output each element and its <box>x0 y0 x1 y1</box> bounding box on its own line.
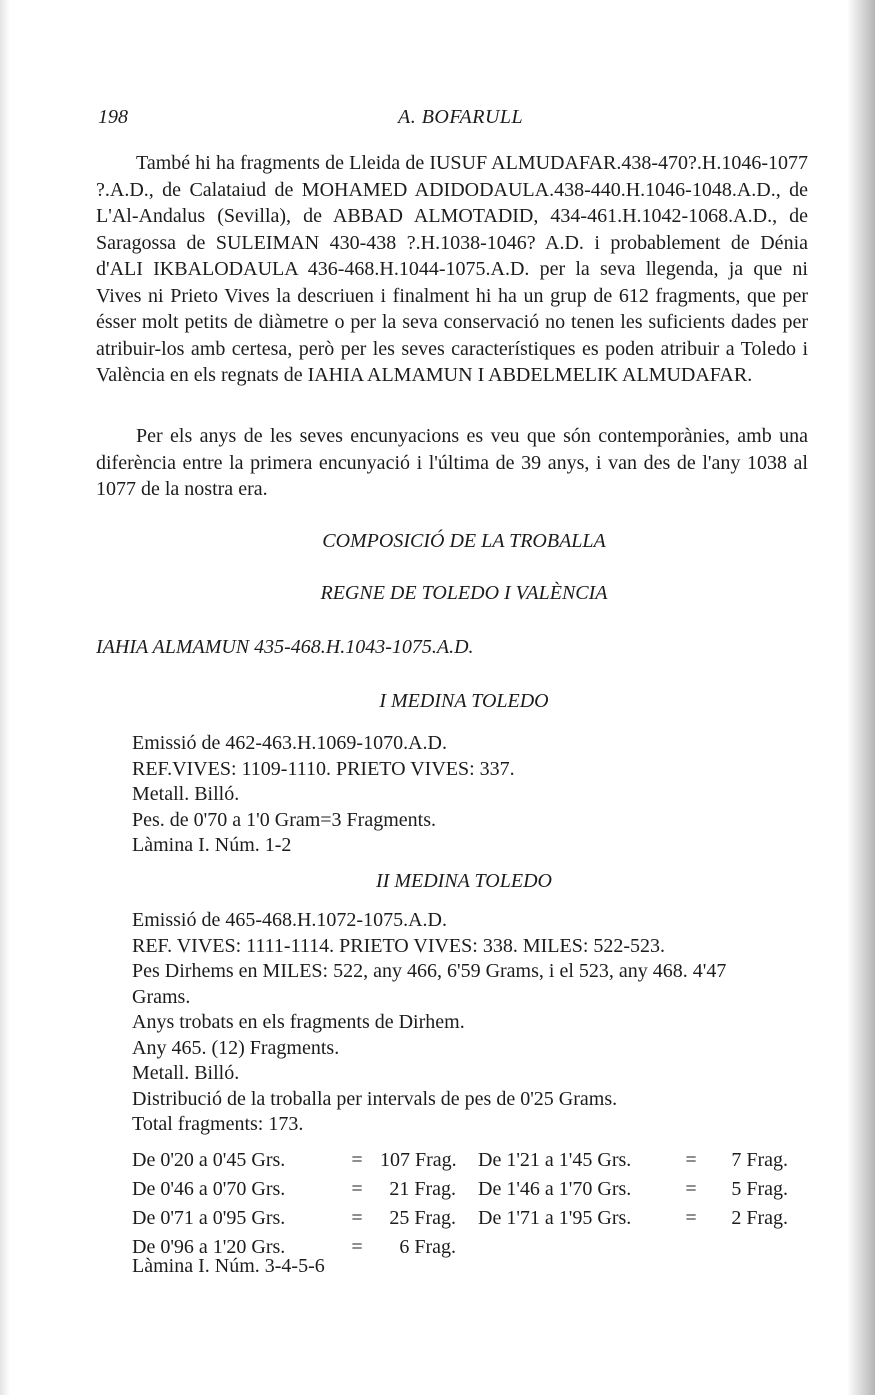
page-edge-shadow <box>847 0 875 1395</box>
section-line: Distribució de la troballa per intervals de pes de 0'25 Grams. <box>132 1087 618 1110</box>
left-count: 6 Frag. <box>399 1236 456 1258</box>
right-count: 7 Frag. <box>731 1149 788 1171</box>
left-count: 107 Frag. <box>380 1149 457 1171</box>
left-range: De 0'20 a 0'45 Grs. <box>132 1149 286 1171</box>
heading-kingdom: REGNE DE TOLEDO I VALÈNCIA <box>320 582 608 604</box>
left-range: De 0'46 a 0'70 Grs. <box>132 1178 286 1200</box>
equals-sign: = <box>351 1236 363 1258</box>
left-range: De 0'96 a 1'20 Grs. <box>132 1236 286 1258</box>
section-line: Emissió de 462-463.H.1069-1070.A.D. <box>132 732 447 754</box>
left-count: 21 Frag. <box>389 1178 456 1200</box>
paragraph-fragments: També hi ha fragments de Lleida de IUSUF ALMUDAFAR.438-470?.H.1046-1077 ?.A.D., de Calataiud de MOHAMED ADIDODAULA.438-440.H.1046-1048.A.D., de L'Al-Andalus (Sevilla), de ABBAD ALMOTADID, 434-461.H.1042-1068.A.D., de Saragossa de SULEIMAN 430-438 ?.H.1038-1046? A.D. i probablement de Dénia d'ALI IKBALODAULA 436-468.H.1044-1075.A.D. per la seva llegenda, ja que ni Vives ni Prieto Vives la descriuen i finalment hi ha un grup de 612 fragments, que per ésser molt petits de diàmetre o per la seva conservació no tenen les suficients dades per atribuir-los amb certesa, però per les seves característiques es poden atribuir a Toledo i València en els regnats de IAHIA ALMAMUN I ABDELMELIK ALMUDAFAR. <box>96 152 808 386</box>
page-number: 198 <box>98 106 128 128</box>
equals-sign: = <box>351 1178 363 1200</box>
ruler-heading: IAHIA ALMAMUN 435-468.H.1043-1075.A.D. <box>96 636 474 658</box>
section-line: Emissió de 465-468.H.1072-1075.A.D. <box>132 909 447 931</box>
section-line: Anys trobats en els fragments de Dirhem. <box>132 1011 465 1033</box>
section-1-lines <box>132 731 812 859</box>
right-count: 2 Frag. <box>731 1207 788 1229</box>
section-line: REF. VIVES: 1111-1114. PRIETO VIVES: 338. MILES: 522-523. <box>132 934 666 957</box>
paragraph-years: Per els anys de les seves encunyacions es veu que són contemporànies, amb una diferència entre la primera encunyació i l'última de 39 anys, i van des de l'any 1038 al 1077 de la nostra era. <box>96 425 808 500</box>
section-line: Pes. de 0'70 a 1'0 Gram=3 Fragments. <box>132 808 436 831</box>
right-count: 5 Frag. <box>731 1178 788 1200</box>
section-line: Grams. <box>132 985 191 1008</box>
section-line: Any 465. (12) Fragments. <box>132 1036 340 1059</box>
left-count: 25 Frag. <box>389 1207 456 1229</box>
section-line: Total fragments: 173. <box>132 1113 304 1135</box>
running-author: A. BOFARULL <box>398 106 524 128</box>
section-line: Làmina I. Núm. 1-2 <box>132 834 292 856</box>
right-range: De 1'46 a 1'70 Grs. <box>478 1178 632 1200</box>
right-range: De 1'71 a 1'95 Grs. <box>478 1207 632 1229</box>
section-line: Pes Dirhems en MILES: 522, any 466, 6'59 Grams, i el 523, any 468. 4'47 <box>132 960 727 982</box>
equals-sign: = <box>685 1149 697 1171</box>
equals-sign: = <box>685 1178 697 1200</box>
left-range: De 0'71 a 0'95 Grs. <box>132 1207 286 1229</box>
page-edge-shadow-left <box>0 0 10 1395</box>
section-line: Metall. Billó. <box>132 783 240 805</box>
plate-reference: Làmina I. Núm. 3-4-5-6 <box>132 1255 325 1277</box>
section-line: REF.VIVES: 1109-1110. PRIETO VIVES: 337. <box>132 757 515 780</box>
right-range: De 1'21 a 1'45 Grs. <box>478 1149 632 1171</box>
equals-sign: = <box>351 1149 363 1171</box>
section-2-lines <box>132 908 812 1138</box>
equals-sign: = <box>351 1207 363 1229</box>
section-title-2: II MEDINA TOLEDO <box>376 870 552 892</box>
section-line: Metall. Billó. <box>132 1062 240 1084</box>
heading-composition: COMPOSICIÓ DE LA TROBALLA <box>322 530 606 552</box>
section-title-1: I MEDINA TOLEDO <box>379 690 549 712</box>
equals-sign: = <box>685 1207 697 1229</box>
running-header <box>98 106 818 136</box>
